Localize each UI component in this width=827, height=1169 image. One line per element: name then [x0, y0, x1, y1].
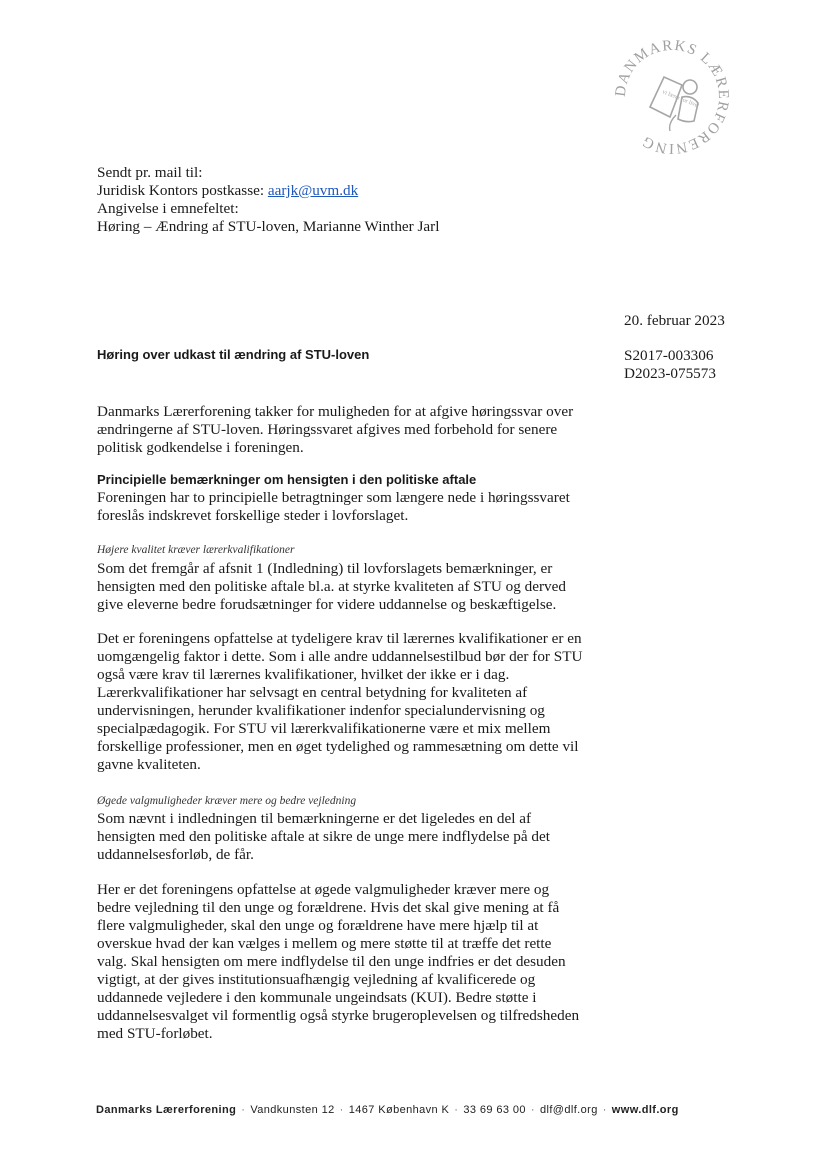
paragraph-line: hensigten med den politiske aftale bl.a. at styrke kvaliteten af STU og derved	[97, 578, 566, 595]
paragraph-line: Som nævnt i indledningen til bemærkningerne er det ligeledes en del af	[97, 810, 532, 827]
footer-address: Vandkunsten 12	[250, 1104, 335, 1116]
intro-line: Danmarks Lærerforening takker for muligheden for at afgive høringssvar over	[97, 403, 574, 420]
paragraph-line: hensigten med den politiske aftale at sikre de unge mere indflydelse på det	[97, 828, 550, 845]
paragraph-line: uddannelsesforløb, de får.	[97, 846, 254, 863]
logo-seal-graphic	[612, 37, 732, 157]
section-line: Foreningen har to principielle betragtninger som længere nede i høringssvaret	[97, 489, 570, 506]
sender-line-4: Høring – Ændring af STU-loven, Marianne Winther Jarl	[97, 218, 440, 235]
organization-logo	[612, 37, 732, 157]
sender-line-3: Angivelse i emnefeltet:	[97, 200, 239, 217]
paragraph-line: overskue hvad der kan vælges i mellem og mere støtte til at træffe det rette	[97, 935, 552, 952]
section-paragraph	[97, 489, 570, 525]
reference-2: D2023-075573	[624, 365, 716, 382]
footer-city: 1467 København K	[348, 1104, 450, 1116]
guidance-paragraph-2	[97, 881, 579, 1043]
reference-1: S2017-003306	[624, 347, 714, 364]
paragraph-line: uddannede vejledere i den kommunale ungeindsats (KUI). Bedre støtte i	[97, 989, 537, 1006]
paragraph-line: flere valgmuligheder, skal den unge og forældrene have mere hjælp til at	[97, 917, 539, 934]
intro-line: ændringerne af STU-loven. Høringssvaret afgives med forbehold for senere	[97, 421, 558, 438]
reference-numbers	[624, 347, 716, 383]
paragraph-line: Som det fremgår af afsnit 1 (Indledning) til lovforslagets bemærkninger, er	[97, 560, 553, 577]
intro-paragraph	[97, 403, 573, 457]
paragraph-line: valg. Skal hensigten om mere indflydelse til den unge indfries er det desuden	[97, 953, 566, 970]
guidance-paragraph-1	[97, 810, 550, 864]
paragraph-line: Det er foreningens opfattelse at tydeligere krav til lærernes kvalifikationer er en	[97, 630, 582, 647]
quality-paragraph-2	[97, 630, 582, 774]
logo-book-icon	[650, 77, 700, 117]
subheading-quality: Højere kvalitet kræver lærerkvalifikationer	[97, 544, 295, 556]
section-heading: Principielle bemærkninger om hensigten i den politiske aftale	[97, 472, 477, 487]
footer-phone: 33 69 63 00	[463, 1104, 526, 1116]
page-footer: Danmarks Lærerforening · Vandkunsten 12 · 1467 København K · 33 69 63 00 · dlf@dlf.org · www.dlf.org	[96, 1104, 679, 1116]
sender-line-1: Sendt pr. mail til:	[97, 164, 203, 181]
section-line: foreslås indskrevet forskellige steder i lovforslaget.	[97, 507, 409, 524]
paragraph-line: bedre vejledning til den unge og forældrene. Hvis det skal give mening at få	[97, 899, 560, 916]
paragraph-line: også være krav til lærernes kvalifikationer, hvilket der ikke er i dag.	[97, 666, 510, 683]
document-date: 20. februar 2023	[624, 312, 725, 329]
quality-paragraph-1	[97, 560, 566, 614]
sender-block	[97, 164, 439, 236]
paragraph-line: undervisningen, herunder kvalifikationer indenfor specialundervisning og	[97, 702, 545, 719]
paragraph-line: Her er det foreningens opfattelse at øgede valgmuligheder kræver mere og	[97, 881, 550, 898]
paragraph-line: Lærerkvalifikationer har selvsagt en central betydning for kvaliteten af	[97, 684, 528, 701]
paragraph-line: med STU-forløbet.	[97, 1025, 213, 1042]
paragraph-line: gavne kvaliteten.	[97, 756, 201, 773]
footer-email[interactable]: dlf@dlf.org	[539, 1104, 598, 1116]
paragraph-line: give eleverne bedre forudsætninger for videre uddannelse og beskæftigelse.	[97, 596, 557, 613]
subheading-guidance: Øgede valgmuligheder kræver mere og bedre vejledning	[97, 795, 357, 807]
paragraph-line: vigtigt, at der gives institutionsuafhængig vejledning af kvalificerede og	[97, 971, 536, 988]
footer-web[interactable]: www.dlf.org	[611, 1104, 679, 1116]
paragraph-line: forskellige professioner, men en øget tydelighed og rammesætning om dette vil	[97, 738, 579, 755]
sender-line-2: Juridisk Kontors postkasse: aarjk@uvm.dk	[97, 182, 359, 199]
intro-line: politisk godkendelse i foreningen.	[97, 439, 304, 456]
svg-text:vi lærer for livet: vi lærer for livet	[661, 89, 700, 110]
logo-ring-text: DANMARKS LÆRERFORENING	[612, 37, 732, 157]
paragraph-line: specialpædagogik. For STU vil lærerkvalifikationerne være et mix mellem	[97, 720, 551, 737]
email-link[interactable]: aarjk@uvm.dk	[267, 182, 359, 199]
paragraph-line: uddannelsesvalget vil formentlig også styrke brugeroplevelsen og tilfredsheden	[97, 1007, 580, 1024]
footer-org: Danmarks Lærerforening	[96, 1104, 237, 1116]
paragraph-line: uomgængelig faktor i dette. Som i alle andre uddannelsestilbud bør der for STU	[97, 648, 583, 665]
document-title: Høring over udkast til ændring af STU-loven	[97, 347, 370, 362]
